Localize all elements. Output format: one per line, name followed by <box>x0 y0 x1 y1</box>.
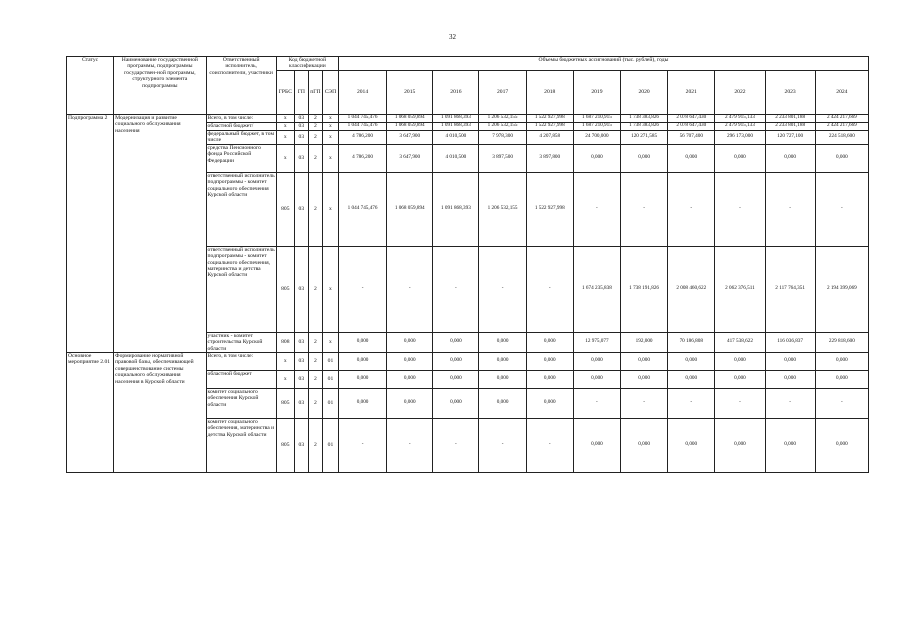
code-cell: х <box>276 370 294 388</box>
value-cell: 0,000 <box>387 370 433 388</box>
code-cell: 01 <box>322 352 338 370</box>
page-number: 32 <box>449 33 456 41</box>
value-cell: 0,000 <box>573 144 620 172</box>
header-budget-code: Код бюджетной классификации <box>276 57 338 71</box>
value-cell: 1 206 532,155 <box>479 172 526 246</box>
value-cell: 192,000 <box>621 332 668 352</box>
value-cell: 1 674 235,838 <box>573 246 620 332</box>
value-cell: 1 044 745,476 <box>338 114 386 122</box>
code-cell: х <box>276 130 294 144</box>
value-cell: 0,000 <box>668 144 715 172</box>
value-cell: 0,000 <box>765 144 815 172</box>
code-cell: 805 <box>276 418 294 472</box>
value-cell: 0,000 <box>715 144 765 172</box>
header-year: 2015 <box>387 70 433 114</box>
header-year: 2016 <box>433 70 479 114</box>
value-cell: 0,000 <box>433 332 479 352</box>
executor-cell: областной бюджет/ <box>206 122 276 130</box>
code-cell: 2 <box>308 246 322 332</box>
header-code-pgp: пГП <box>308 70 322 114</box>
code-cell: х <box>322 122 338 130</box>
value-cell: 1 738 383,826 <box>621 114 668 122</box>
header-year: 2022 <box>715 70 765 114</box>
value-cell: 0,000 <box>479 388 526 418</box>
value-cell: 0,000 <box>338 332 386 352</box>
value-cell: 2 194 399,069 <box>815 246 868 332</box>
value-cell: - <box>338 418 386 472</box>
value-cell: 2 062 376,511 <box>715 246 765 332</box>
status-cell: Основное мероприятие 2.01 <box>67 352 114 472</box>
value-cell: 0,000 <box>668 352 715 370</box>
value-cell: 1 687 210,915 <box>573 114 620 122</box>
value-cell: 0,000 <box>338 352 386 370</box>
value-cell: 2 078 647,430 <box>668 114 715 122</box>
code-cell: х <box>322 172 338 246</box>
header-code-sep: СЭП <box>322 70 338 114</box>
value-cell: 0,000 <box>815 352 868 370</box>
value-cell: 229 818,600 <box>815 332 868 352</box>
code-cell: 805 <box>276 172 294 246</box>
code-cell: х <box>322 130 338 144</box>
value-cell: - <box>715 388 765 418</box>
executor-cell: ответственный исполнитель подпрограммы - комитет социального обеспечения Курской области <box>206 172 276 246</box>
value-cell: - <box>668 388 715 418</box>
value-cell: 0,000 <box>715 352 765 370</box>
code-cell: 2 <box>308 388 322 418</box>
code-cell: 03 <box>294 370 308 388</box>
code-cell: 01 <box>322 388 338 418</box>
value-cell: 120 271,585 <box>621 130 668 144</box>
value-cell: - <box>765 388 815 418</box>
value-cell: 24 700,000 <box>573 130 620 144</box>
value-cell: 0,000 <box>715 370 765 388</box>
name-cell: Модернизация и развитие социального обслуживания населения <box>114 114 206 352</box>
name-cell: Формирование нормативной правовой базы, обеспечивающей совершенствование системы социального обслуживания населения в Курской области <box>114 352 206 472</box>
value-cell: 1 044 745,476 <box>338 172 386 246</box>
value-cell: 12 975,077 <box>573 332 620 352</box>
header-year: 2019 <box>573 70 620 114</box>
executor-cell: ответственный исполнитель подпрограммы - комитет социального обеспечения, материнства и детства Курской области <box>206 246 276 332</box>
code-cell: х <box>322 246 338 332</box>
value-cell: 2 424 217,669 <box>815 122 868 130</box>
value-cell: 4 786,200 <box>338 144 386 172</box>
value-cell: - <box>479 418 526 472</box>
value-cell: 0,000 <box>526 370 573 388</box>
value-cell: 1 738 383,826 <box>621 122 668 130</box>
header-code-grbs: ГРБС <box>276 70 294 114</box>
value-cell: 2 479 915,133 <box>715 122 765 130</box>
header-status: Статус <box>67 57 114 115</box>
executor-cell: Всего, в том числе: <box>206 352 276 370</box>
value-cell: 4 010,500 <box>433 144 479 172</box>
value-cell: 1 068 059,894 <box>387 122 433 130</box>
value-cell: 7 978,300 <box>479 130 526 144</box>
value-cell: 4 010,500 <box>433 130 479 144</box>
value-cell: 0,000 <box>668 418 715 472</box>
value-cell: - <box>387 418 433 472</box>
value-cell: 0,000 <box>765 370 815 388</box>
value-cell: 417 538,622 <box>715 332 765 352</box>
value-cell: 2 117 764,351 <box>765 246 815 332</box>
value-cell: 0,000 <box>387 332 433 352</box>
table-body <box>67 114 869 472</box>
value-cell: 0,000 <box>479 332 526 352</box>
value-cell: 3 897,800 <box>526 144 573 172</box>
value-cell: 1 522 927,998 <box>526 172 573 246</box>
value-cell: - <box>715 172 765 246</box>
value-cell: 4 786,200 <box>338 130 386 144</box>
executor-cell: Всего, в том числе: <box>206 114 276 122</box>
header-year: 2018 <box>526 70 573 114</box>
value-cell: - <box>765 172 815 246</box>
value-cell: 1 522 927,998 <box>526 114 573 122</box>
value-cell: 0,000 <box>526 332 573 352</box>
value-cell: 1 206 532,155 <box>479 114 526 122</box>
value-cell: - <box>526 246 573 332</box>
value-cell: 0,000 <box>433 370 479 388</box>
header-executor: Ответственный исполнитель, соисполнители, участники <box>206 57 276 115</box>
executor-cell: федеральный бюджет, в том числе <box>206 130 276 144</box>
code-cell: 805 <box>276 388 294 418</box>
value-cell: - <box>621 172 668 246</box>
value-cell: 1 044 745,476 <box>338 122 386 130</box>
value-cell: 0,000 <box>815 418 868 472</box>
value-cell: 224 518,600 <box>815 130 868 144</box>
value-cell: 0,000 <box>433 388 479 418</box>
header-year: 2017 <box>479 70 526 114</box>
code-cell: 2 <box>308 418 322 472</box>
value-cell: 0,000 <box>387 352 433 370</box>
value-cell: 0,000 <box>621 370 668 388</box>
value-cell: - <box>433 418 479 472</box>
value-cell: 2 424 217,669 <box>815 114 868 122</box>
code-cell: 2 <box>308 114 322 122</box>
code-cell: х <box>322 114 338 122</box>
value-cell: - <box>338 246 386 332</box>
value-cell: 70 186,808 <box>668 332 715 352</box>
code-cell: 805 <box>276 246 294 332</box>
value-cell: 1 068 059,894 <box>387 172 433 246</box>
value-cell: - <box>526 418 573 472</box>
value-cell: 1 091 868,393 <box>433 122 479 130</box>
value-cell: 0,000 <box>387 388 433 418</box>
value-cell: - <box>815 172 868 246</box>
code-cell: 03 <box>294 144 308 172</box>
value-cell: 2 233 801,188 <box>765 122 815 130</box>
code-cell: 2 <box>308 130 322 144</box>
code-cell: 03 <box>294 352 308 370</box>
code-cell: 03 <box>294 114 308 122</box>
value-cell: - <box>573 388 620 418</box>
value-cell: 0,000 <box>621 418 668 472</box>
header-year: 2014 <box>338 70 386 114</box>
value-cell: - <box>387 246 433 332</box>
code-cell: 2 <box>308 332 322 352</box>
value-cell: - <box>433 246 479 332</box>
value-cell: 4 207,858 <box>526 130 573 144</box>
code-cell: 01 <box>322 370 338 388</box>
code-cell: 03 <box>294 332 308 352</box>
code-cell: 03 <box>294 130 308 144</box>
executor-cell: средства Пенсионного фонда Российской Федерации <box>206 144 276 172</box>
value-cell: - <box>815 388 868 418</box>
value-cell: - <box>573 172 620 246</box>
value-cell: 1 522 927,998 <box>526 122 573 130</box>
value-cell: 0,000 <box>765 352 815 370</box>
code-cell: х <box>276 144 294 172</box>
header-name: Наименование государственной программы, подпрограммы государствен-ной программы, структурного элемента подпрограммы <box>114 57 206 115</box>
value-cell: 2 479 915,133 <box>715 114 765 122</box>
value-cell: 116 036,837 <box>765 332 815 352</box>
table-row <box>67 352 869 370</box>
value-cell: - <box>668 172 715 246</box>
header-code-gp: ГП <box>294 70 308 114</box>
header-year: 2023 <box>765 70 815 114</box>
value-cell: 0,000 <box>573 352 620 370</box>
value-cell: - <box>621 388 668 418</box>
code-cell: 03 <box>294 246 308 332</box>
value-cell: 1 206 532,155 <box>479 122 526 130</box>
value-cell: 2 008 460,622 <box>668 246 715 332</box>
value-cell: 296 173,000 <box>715 130 765 144</box>
budget-table <box>66 56 869 473</box>
value-cell: - <box>479 246 526 332</box>
value-cell: 3 647,900 <box>387 144 433 172</box>
code-cell: 01 <box>322 418 338 472</box>
code-cell: 03 <box>294 388 308 418</box>
header-year: 2021 <box>668 70 715 114</box>
code-cell: 2 <box>308 370 322 388</box>
value-cell: 0,000 <box>433 352 479 370</box>
code-cell: 03 <box>294 172 308 246</box>
value-cell: 0,000 <box>479 352 526 370</box>
code-cell: 2 <box>308 122 322 130</box>
header-year: 2020 <box>621 70 668 114</box>
code-cell: х <box>276 114 294 122</box>
status-cell: Подпрограмма 2 <box>67 114 114 352</box>
executor-cell: областной бюджет <box>206 370 276 388</box>
code-cell: 03 <box>294 122 308 130</box>
value-cell: 0,000 <box>338 370 386 388</box>
code-cell: 2 <box>308 144 322 172</box>
value-cell: 3 647,900 <box>387 130 433 144</box>
code-cell: х <box>276 352 294 370</box>
value-cell: 0,000 <box>479 370 526 388</box>
value-cell: 1 687 210,915 <box>573 122 620 130</box>
code-cell: 2 <box>308 172 322 246</box>
value-cell: 0,000 <box>815 370 868 388</box>
executor-cell: комитет социального обеспечения Курской области <box>206 388 276 418</box>
value-cell: 0,000 <box>573 370 620 388</box>
code-cell: 2 <box>308 352 322 370</box>
executor-cell: комитет социального обеспечения, материнства и детства Курской области <box>206 418 276 472</box>
code-cell: х <box>322 144 338 172</box>
value-cell: 0,000 <box>668 370 715 388</box>
value-cell: 0,000 <box>526 388 573 418</box>
value-cell: 120 727,100 <box>765 130 815 144</box>
code-cell: 808 <box>276 332 294 352</box>
executor-cell: участник - комитет строительства Курской области <box>206 332 276 352</box>
value-cell: 3 897,500 <box>479 144 526 172</box>
value-cell: 0,000 <box>526 352 573 370</box>
value-cell: 0,000 <box>621 352 668 370</box>
value-cell: 0,000 <box>338 388 386 418</box>
code-cell: х <box>276 122 294 130</box>
value-cell: 1 738 191,826 <box>621 246 668 332</box>
value-cell: 0,000 <box>765 418 815 472</box>
code-cell: 03 <box>294 418 308 472</box>
value-cell: 0,000 <box>621 144 668 172</box>
value-cell: 0,000 <box>715 418 765 472</box>
value-cell: 2 078 647,430 <box>668 122 715 130</box>
table-row <box>67 114 869 122</box>
value-cell: 0,000 <box>815 144 868 172</box>
header-volumes: Объемы бюджетных ассигнований (тыс. рублей), годы <box>338 57 868 71</box>
value-cell: 56 707,400 <box>668 130 715 144</box>
value-cell: 1 091 868,393 <box>433 114 479 122</box>
value-cell: 1 091 868,393 <box>433 172 479 246</box>
code-cell: х <box>322 332 338 352</box>
value-cell: 1 068 059,894 <box>387 114 433 122</box>
value-cell: 0,000 <box>573 418 620 472</box>
value-cell: 2 233 801,188 <box>765 114 815 122</box>
header-year: 2024 <box>815 70 868 114</box>
